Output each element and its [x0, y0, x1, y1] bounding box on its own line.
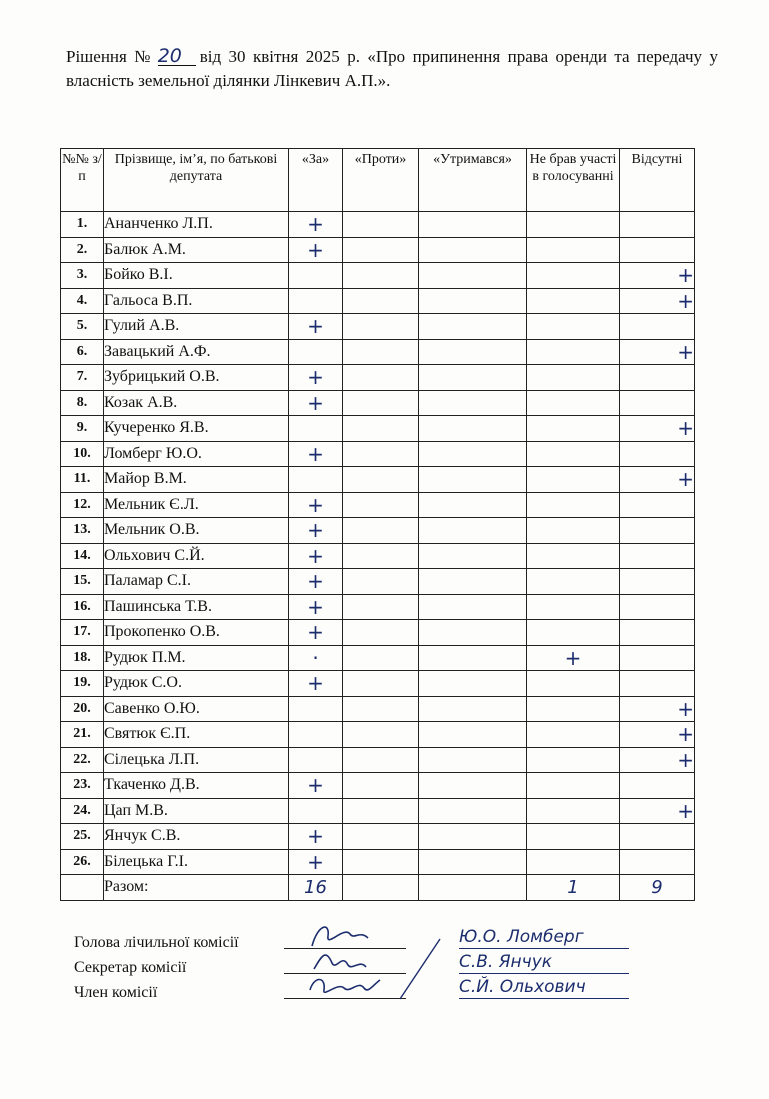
vote-utrymavsia	[419, 543, 527, 569]
vote-proty	[343, 696, 419, 722]
table-row	[61, 543, 695, 569]
vote-vidsutni	[620, 543, 695, 569]
row-number: 12.	[61, 492, 104, 518]
vote-ne-brav	[527, 416, 620, 442]
vote-ne-brav	[527, 696, 620, 722]
vote-proty	[343, 798, 419, 824]
vote-vidsutni: +	[620, 696, 695, 722]
vote-za: +	[289, 518, 343, 544]
vote-za	[289, 747, 343, 773]
vote-za	[289, 288, 343, 314]
vote-ne-brav	[527, 747, 620, 773]
vote-za: ·	[289, 645, 343, 671]
vote-vidsutni: +	[620, 747, 695, 773]
vote-ne-brav	[527, 722, 620, 748]
table-row	[61, 824, 695, 850]
header-vidsutni: Відсутні	[620, 149, 695, 212]
deputy-name: Ломберг Ю.О.	[104, 441, 289, 467]
decision-number: 20	[158, 47, 196, 66]
vote-utrymavsia	[419, 441, 527, 467]
vote-ne-brav	[527, 390, 620, 416]
table-row	[61, 696, 695, 722]
row-number: 10.	[61, 441, 104, 467]
decision-title: від 30 квітня 2025 р. «Про припинення права оренди та передачу у власність земельної ділянки Лінкевич А.П.».	[66, 47, 718, 90]
header-utrymavsia: «Утримався»	[419, 149, 527, 212]
deputy-name: Рудюк С.О.	[104, 671, 289, 697]
vote-utrymavsia	[419, 620, 527, 646]
totals-label: Разом:	[104, 875, 289, 901]
vote-za: +	[289, 620, 343, 646]
table-header-row	[61, 149, 695, 212]
vote-ne-brav	[527, 339, 620, 365]
vote-proty	[343, 365, 419, 391]
header-num: №№ з/п	[61, 149, 104, 212]
vote-ne-brav	[527, 543, 620, 569]
deputy-name: Прокопенко О.В.	[104, 620, 289, 646]
total-proty	[343, 875, 419, 901]
vote-proty	[343, 671, 419, 697]
vote-vidsutni	[620, 645, 695, 671]
table-row	[61, 671, 695, 697]
vote-za: +	[289, 773, 343, 799]
table-row	[61, 212, 695, 238]
vote-utrymavsia	[419, 645, 527, 671]
vote-ne-brav	[527, 365, 620, 391]
vote-vidsutni	[620, 518, 695, 544]
row-number: 20.	[61, 696, 104, 722]
deputy-name: Балюк А.М.	[104, 237, 289, 263]
row-number: 24.	[61, 798, 104, 824]
vote-ne-brav	[527, 314, 620, 340]
row-number: 23.	[61, 773, 104, 799]
deputy-name: Паламар С.І.	[104, 569, 289, 595]
row-number: 4.	[61, 288, 104, 314]
vote-utrymavsia	[419, 237, 527, 263]
vote-ne-brav	[527, 773, 620, 799]
table-row	[61, 314, 695, 340]
vote-vidsutni: +	[620, 798, 695, 824]
row-number: 17.	[61, 620, 104, 646]
vote-ne-brav	[527, 492, 620, 518]
vote-za	[289, 722, 343, 748]
deputy-name: Цап М.В.	[104, 798, 289, 824]
vote-utrymavsia	[419, 492, 527, 518]
vote-proty	[343, 543, 419, 569]
vote-vidsutni	[620, 849, 695, 875]
vote-za	[289, 416, 343, 442]
vote-za	[289, 339, 343, 365]
row-number: 26.	[61, 849, 104, 875]
vote-proty	[343, 849, 419, 875]
voting-table	[60, 148, 695, 901]
table-row	[61, 339, 695, 365]
vote-ne-brav: +	[527, 645, 620, 671]
vote-vidsutni	[620, 212, 695, 238]
vote-ne-brav	[527, 288, 620, 314]
vote-za	[289, 467, 343, 493]
vote-proty	[343, 645, 419, 671]
deputy-name: Білецька Г.І.	[104, 849, 289, 875]
vote-utrymavsia	[419, 416, 527, 442]
vote-vidsutni	[620, 594, 695, 620]
vote-vidsutni	[620, 671, 695, 697]
vote-proty	[343, 722, 419, 748]
table-row	[61, 492, 695, 518]
vote-proty	[343, 467, 419, 493]
vote-za: +	[289, 543, 343, 569]
vote-ne-brav	[527, 212, 620, 238]
vote-za: +	[289, 824, 343, 850]
deputy-name: Бойко В.І.	[104, 263, 289, 289]
vote-proty	[343, 390, 419, 416]
total-za: 16	[289, 875, 343, 901]
vote-za: +	[289, 849, 343, 875]
total-ne-brav: 1	[527, 875, 620, 901]
table-row	[61, 645, 695, 671]
deputy-name: Пашинська Т.В.	[104, 594, 289, 620]
table-row	[61, 467, 695, 493]
vote-vidsutni	[620, 773, 695, 799]
vote-proty	[343, 237, 419, 263]
vote-za: +	[289, 569, 343, 595]
vote-proty	[343, 416, 419, 442]
vote-ne-brav	[527, 594, 620, 620]
vote-vidsutni	[620, 492, 695, 518]
deputy-name: Рудюк П.М.	[104, 645, 289, 671]
table-row	[61, 518, 695, 544]
row-number: 6.	[61, 339, 104, 365]
vote-utrymavsia	[419, 365, 527, 391]
vote-za: +	[289, 212, 343, 238]
table-row	[61, 569, 695, 595]
table-row	[61, 722, 695, 748]
vote-utrymavsia	[419, 339, 527, 365]
table-row	[61, 747, 695, 773]
vote-vidsutni	[620, 237, 695, 263]
header-za: «За»	[289, 149, 343, 212]
table-row	[61, 798, 695, 824]
vote-vidsutni	[620, 620, 695, 646]
vote-ne-brav	[527, 263, 620, 289]
vote-utrymavsia	[419, 569, 527, 595]
vote-za: +	[289, 314, 343, 340]
vote-utrymavsia	[419, 798, 527, 824]
table-row	[61, 594, 695, 620]
vote-proty	[343, 314, 419, 340]
header-proty: «Проти»	[343, 149, 419, 212]
signature-name: С.В. Янчук	[459, 951, 629, 974]
vote-za: +	[289, 390, 343, 416]
row-number: 15.	[61, 569, 104, 595]
vote-utrymavsia	[419, 671, 527, 697]
vote-proty	[343, 212, 419, 238]
vote-vidsutni	[620, 314, 695, 340]
vote-za: +	[289, 237, 343, 263]
vote-za: +	[289, 365, 343, 391]
vote-proty	[343, 569, 419, 595]
vote-proty	[343, 492, 419, 518]
signature-role: Голова лічильної комісії	[74, 934, 239, 951]
vote-proty	[343, 594, 419, 620]
table-row	[61, 416, 695, 442]
vote-vidsutni: +	[620, 339, 695, 365]
row-number: 2.	[61, 237, 104, 263]
vote-vidsutni	[620, 569, 695, 595]
table-row	[61, 441, 695, 467]
vote-ne-brav	[527, 518, 620, 544]
vote-za	[289, 696, 343, 722]
table-body	[61, 212, 695, 875]
table-row	[61, 849, 695, 875]
decision-header	[66, 45, 718, 93]
row-number: 18.	[61, 645, 104, 671]
vote-utrymavsia	[419, 849, 527, 875]
vote-proty	[343, 339, 419, 365]
row-number: 9.	[61, 416, 104, 442]
vote-proty	[343, 824, 419, 850]
vote-proty	[343, 263, 419, 289]
vote-ne-brav	[527, 569, 620, 595]
table-row	[61, 773, 695, 799]
row-number: 22.	[61, 747, 104, 773]
deputy-name: Ольхович С.Й.	[104, 543, 289, 569]
vote-proty	[343, 441, 419, 467]
deputy-name: Кучеренко Я.В.	[104, 416, 289, 442]
vote-proty	[343, 518, 419, 544]
vote-ne-brav	[527, 824, 620, 850]
deputy-name: Ткаченко Д.В.	[104, 773, 289, 799]
row-number: 1.	[61, 212, 104, 238]
signature-name: С.Й. Ольхович	[459, 976, 629, 999]
table-row	[61, 288, 695, 314]
deputy-name: Савенко О.Ю.	[104, 696, 289, 722]
total-vidsutni: 9	[620, 875, 695, 901]
deputy-name: Козак А.В.	[104, 390, 289, 416]
vote-za: +	[289, 441, 343, 467]
vote-ne-brav	[527, 798, 620, 824]
vote-za: +	[289, 671, 343, 697]
total-utrymavsia	[419, 875, 527, 901]
vote-utrymavsia	[419, 747, 527, 773]
vote-utrymavsia	[419, 594, 527, 620]
vote-utrymavsia	[419, 773, 527, 799]
vote-proty	[343, 773, 419, 799]
vote-vidsutni	[620, 365, 695, 391]
deputy-name: Гулий А.В.	[104, 314, 289, 340]
row-number: 14.	[61, 543, 104, 569]
vote-ne-brav	[527, 849, 620, 875]
deputy-name: Ананченко Л.П.	[104, 212, 289, 238]
deputy-name: Гальоса В.П.	[104, 288, 289, 314]
row-number: 21.	[61, 722, 104, 748]
vote-vidsutni: +	[620, 263, 695, 289]
vote-ne-brav	[527, 237, 620, 263]
vote-proty	[343, 747, 419, 773]
vote-ne-brav	[527, 671, 620, 697]
vote-utrymavsia	[419, 518, 527, 544]
row-number: 5.	[61, 314, 104, 340]
row-number: 7.	[61, 365, 104, 391]
vote-utrymavsia	[419, 696, 527, 722]
header-ne-brav: Не брав участі в голосуванні	[527, 149, 620, 212]
deputy-name: Завацький А.Ф.	[104, 339, 289, 365]
row-number: 13.	[61, 518, 104, 544]
vote-utrymavsia	[419, 288, 527, 314]
row-number: 11.	[61, 467, 104, 493]
row-number: 25.	[61, 824, 104, 850]
vote-ne-brav	[527, 620, 620, 646]
deputy-name: Мельник О.В.	[104, 518, 289, 544]
vote-utrymavsia	[419, 390, 527, 416]
vote-vidsutni: +	[620, 416, 695, 442]
vote-utrymavsia	[419, 824, 527, 850]
vote-utrymavsia	[419, 263, 527, 289]
vote-ne-brav	[527, 441, 620, 467]
signature-name: Ю.О. Ломберг	[459, 926, 629, 949]
table-row	[61, 620, 695, 646]
vote-za: +	[289, 594, 343, 620]
header-name: Прізвище, ім’я, по батькові депутата	[104, 149, 289, 212]
signature-slash-icon	[300, 935, 460, 1005]
vote-za: +	[289, 492, 343, 518]
vote-ne-brav	[527, 467, 620, 493]
decision-prefix: Рішення №	[66, 47, 154, 66]
deputy-name: Сілецька Л.П.	[104, 747, 289, 773]
deputy-name: Янчук С.В.	[104, 824, 289, 850]
signature-role: Член комісії	[74, 984, 158, 1001]
table-row	[61, 390, 695, 416]
table-row	[61, 237, 695, 263]
vote-za	[289, 263, 343, 289]
totals-row	[61, 875, 695, 901]
vote-utrymavsia	[419, 212, 527, 238]
vote-vidsutni	[620, 390, 695, 416]
table-row	[61, 263, 695, 289]
vote-utrymavsia	[419, 467, 527, 493]
vote-proty	[343, 620, 419, 646]
row-number: 16.	[61, 594, 104, 620]
deputy-name: Зубрицький О.В.	[104, 365, 289, 391]
deputy-name: Майор В.М.	[104, 467, 289, 493]
deputy-name: Мельник Є.Л.	[104, 492, 289, 518]
row-number: 19.	[61, 671, 104, 697]
row-number: 8.	[61, 390, 104, 416]
vote-vidsutni: +	[620, 467, 695, 493]
table-row	[61, 365, 695, 391]
vote-za	[289, 798, 343, 824]
row-number: 3.	[61, 263, 104, 289]
vote-utrymavsia	[419, 314, 527, 340]
vote-vidsutni	[620, 824, 695, 850]
vote-vidsutni: +	[620, 288, 695, 314]
deputy-name: Святюк Є.П.	[104, 722, 289, 748]
vote-vidsutni	[620, 441, 695, 467]
vote-proty	[343, 288, 419, 314]
vote-vidsutni: +	[620, 722, 695, 748]
signature-role: Секретар комісії	[74, 959, 187, 976]
vote-utrymavsia	[419, 722, 527, 748]
